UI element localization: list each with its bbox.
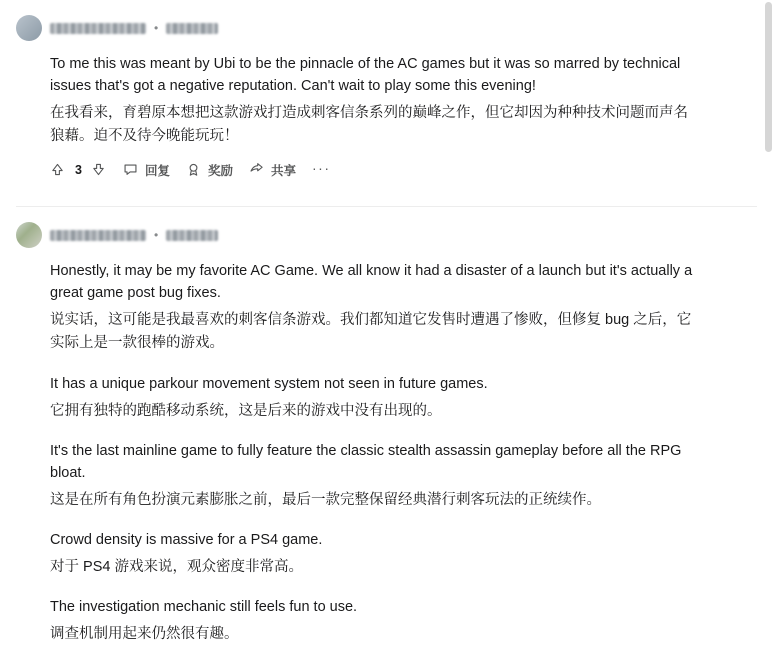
award-button[interactable] — [186, 161, 233, 179]
comment-paragraph-en: It's the last mainline game to fully feature the classic stealth assassin gameplay before all the RPG bloat. — [50, 443, 682, 481]
comment-item — [16, 221, 757, 646]
scrollbar[interactable] — [763, 0, 773, 626]
comment-header — [16, 14, 757, 42]
share-button[interactable] — [249, 161, 296, 179]
scrollbar-thumb[interactable] — [765, 2, 772, 152]
comment-paragraph-en: To me this was meant by Ubi to be the pinnacle of the AC games but it was so marred by technical issues that's got a negative reputation. Can't wait to play some this evening! — [50, 56, 681, 94]
paragraph-gap — [50, 427, 697, 441]
downvote-arrow-icon[interactable] — [91, 162, 107, 178]
author-name-redacted[interactable] — [50, 230, 146, 241]
reply-label: 回复 — [144, 164, 170, 179]
comment-paragraph-zh: 调查机制用起来仍然很有趣。 — [50, 626, 239, 643]
comment-paragraph-en: It has a unique parkour movement system not seen in future games. — [50, 375, 488, 392]
award-badge-icon — [186, 162, 202, 178]
share-arrow-icon — [249, 162, 265, 178]
comment-body — [16, 54, 757, 148]
author-name-redacted[interactable] — [50, 23, 146, 34]
comment-item — [16, 14, 757, 180]
award-label: 奖励 — [207, 164, 233, 179]
comment-paragraph-zh: 它拥有独特的跑酷移动系统，这是后来的游戏中没有出现的。 — [50, 402, 442, 419]
comment-paragraph-zh: 这是在所有角色扮演元素膨胀之前，最后一款完整保留经典潜行刺客玩法的正统续作。 — [50, 491, 601, 508]
comment-paragraph-en: Crowd density is massive for a PS4 game. — [50, 532, 323, 549]
vote-group — [50, 162, 107, 178]
comment-paragraph-zh: 说实话，这可能是我最喜欢的刺客信条游戏。我们都知道它发售时遭遇了惨败，但修复 bug 之后，它实际上是一款很棒的游戏。 — [50, 311, 692, 352]
timestamp-redacted — [166, 230, 218, 241]
paragraph-gap — [50, 516, 697, 530]
comment-body — [16, 261, 757, 646]
meta-separator: • — [154, 228, 159, 243]
paragraph-gap — [50, 583, 697, 597]
comment-actions — [16, 160, 757, 180]
share-label: 共享 — [270, 164, 296, 179]
vote-score: 3 — [75, 163, 82, 178]
more-options-button[interactable]: ··· — [312, 160, 331, 177]
comment-header — [16, 221, 757, 249]
comment-paragraph-zh: 在我看来，育碧原本想把这款游戏打造成刺客信条系列的巅峰之作，但它却因为种种技术问题而声名狼藉。迫不及待今晚能玩玩！ — [50, 104, 688, 144]
upvote-arrow-icon[interactable] — [50, 162, 66, 178]
avatar[interactable] — [16, 15, 42, 41]
comment-divider — [16, 206, 757, 207]
reply-button[interactable] — [123, 161, 170, 179]
avatar[interactable] — [16, 222, 42, 248]
comment-paragraph-en: The investigation mechanic still feels fun to use. — [50, 599, 358, 616]
meta-separator: • — [154, 21, 159, 35]
comment-paragraph-zh: 对于 PS4 游戏来说，观众密度非常高。 — [50, 558, 303, 575]
paragraph-gap — [50, 360, 697, 374]
comment-paragraph-en: Honestly, it may be my favorite AC Game. We all know it had a disaster of a launch but it's actually a great game post bug fixes. — [50, 263, 693, 302]
comment-bubble-icon — [123, 162, 139, 178]
timestamp-redacted — [166, 23, 218, 34]
